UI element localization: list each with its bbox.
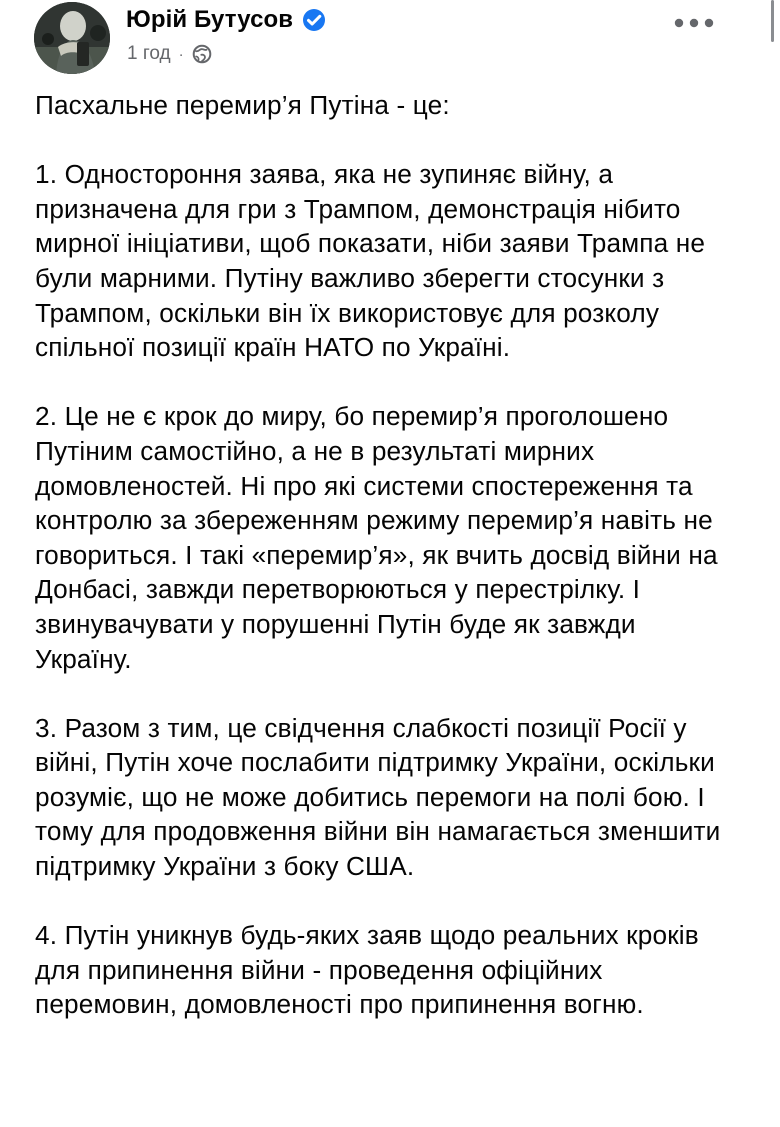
post-point-3: 3. Разом з тим, це свідчення слабкості позиції Росії у війні, Путін хоче послабити підтримку України, оскільки розуміє, що не може добитись перемоги на полі бою. І тому для продовження війни він намагається зменшити підтримку України з боку США.	[35, 712, 721, 882]
post-point-4: 4. Путін уникнув будь-яких заяв щодо реальних кроків для припинення війни - проведення офіційних перемовин, домовленості про припинення вогню.	[35, 920, 699, 1020]
post-meta	[127, 40, 212, 68]
more-options-icon	[673, 18, 715, 28]
more-options-button[interactable]	[670, 9, 718, 37]
post-header	[0, 0, 780, 82]
author-name[interactable]: Юрій Бутусов	[126, 6, 294, 33]
post-intro: Пасхальне перемир’я Путіна - це:	[35, 90, 450, 120]
author-avatar[interactable]	[34, 2, 110, 74]
post-point-2: 2. Це не є крок до миру, бо перемир’я проголошено Путіним самостійно, а не в результаті мирних домовленостей. Ні про які системи спостереження та контролю за збереженням режиму перемир’я навіть не говориться. І такі «перемир’я», як вчить досвід війни на Донбасі, завжди перетворюються у перестрілку. І звинувачувати у порушенні Путін буде як завжди Україну.	[35, 401, 718, 674]
avatar-photo-icon	[34, 2, 110, 74]
public-globe-icon[interactable]	[192, 44, 212, 64]
post-point-1: 1. Одностороння заява, яка не зупиняє війну, а призначена для гри з Трампом, демонстрація нібито мирної ініціативи, щоб показати, ніби заяви Трампа не були марними. Путіну важливо зберегти стосунки з Трампом, оскільки він їх використовує для розколу спільної позиції країн НАТО по Україні.	[35, 159, 706, 363]
verified-badge-icon	[302, 8, 326, 32]
post-time[interactable]: 1 год	[127, 43, 171, 64]
meta-separator: ·	[178, 45, 184, 63]
scrollbar-thumb[interactable]	[771, 0, 774, 42]
post-text	[35, 88, 735, 1057]
author-line	[126, 2, 326, 38]
